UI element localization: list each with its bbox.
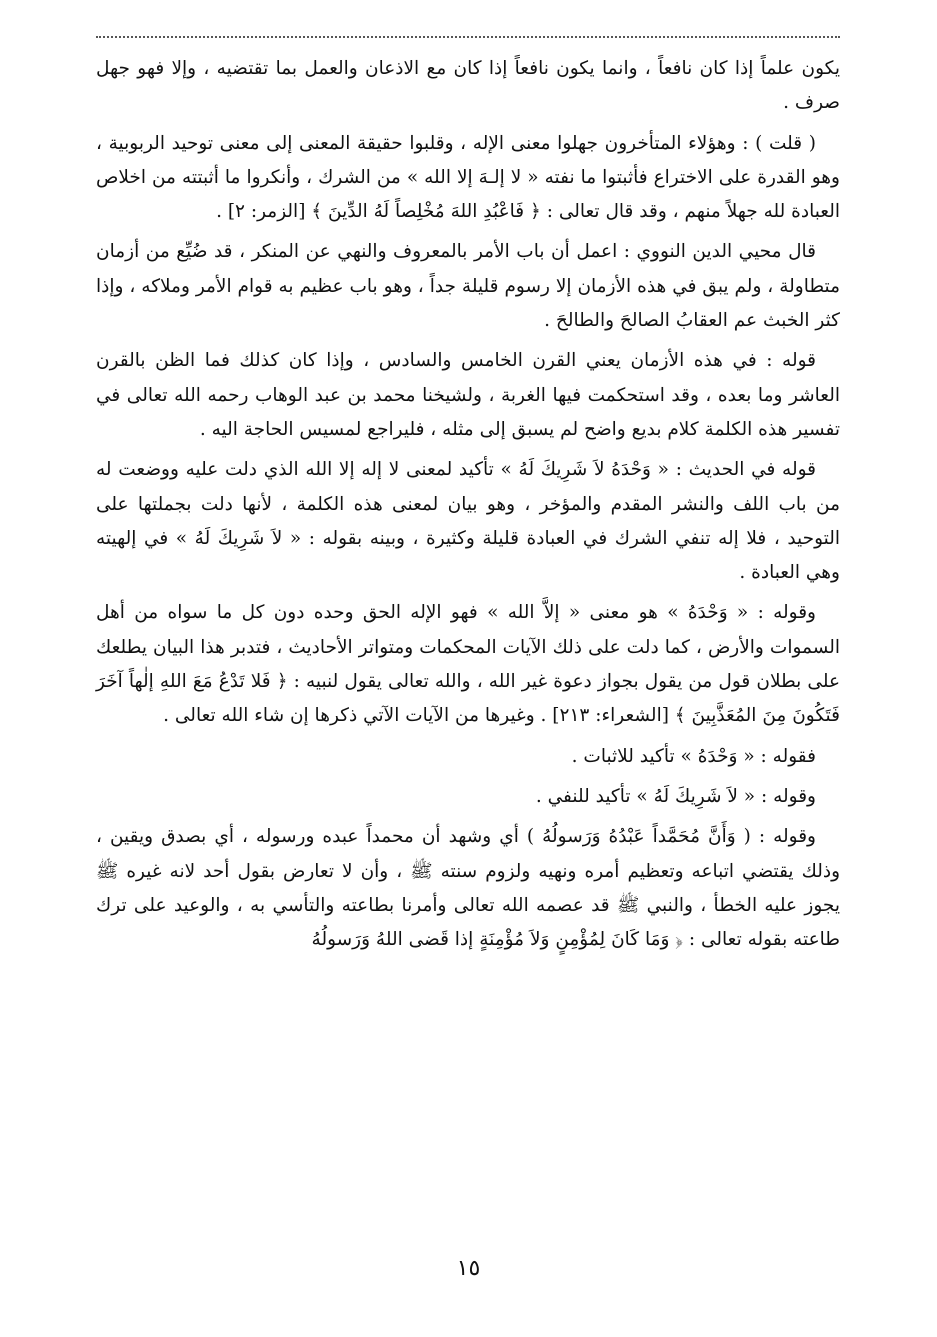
- paragraph-3: قال محيي الدين النووي : اعمل أن باب الأمر بالمعروف والنهي عن المنكر ، قد ضُيِّع من أزمان متطاولة ، ولم يبق في هذه الأزمان إلا رسوم قليلة جداً ، وهو باب عظيم به قوام الأمر وملاكه ، وإذا كثر الخبث عم العقابُ الصالحَ والطالحَ .: [96, 241, 840, 332]
- paragraph-8: وقوله : « لاَ شَرِيكَ لَهُ » تأكيد للنفي .: [535, 785, 816, 807]
- paragraph-1: يكون علماً إذا كان نافعاً ، وانما يكون نافعاً إذا كان مع الاذعان والعمل بما تقتضيه ، وإلا فهو جهل صرف .: [96, 58, 840, 114]
- paragraph-7: فقوله : « وَحْدَهُ » تأكيد للاثبات .: [571, 745, 816, 767]
- paragraph-5: قوله في الحديث : « وَحْدَهُ لاَ شَرِيكَ لَهُ » تأكيد لمعنى لا إله إلا الله الذي دلت عليه ووضعت له من باب اللف والنشر المقدم والمؤخر ، وهو بيان لمعنى هذه الكلمة ، لأنها دلت بجملتها على التوحيد ، فلا إله تنفي الشرك في العبادة قليلة وكثيرة ، وبينه بقوله : « لاَ شَرِيكَ لَهُ » في إلهيته وهي العبادة .: [96, 459, 840, 584]
- page-number: ١٥: [456, 1256, 481, 1281]
- paragraph-2: ( قلت ) : وهؤلاء المتأخرون جهلوا معنى الإله ، وقلبوا حقيقة المعنى إلى معنى توحيد الربوبية ، وهو القدرة على الاختراع فأثبتوا ما نفته « لا إلـهَ إلا الله » من الشرك ، وأنكروا ما أثبتته من اخلاص العبادة لله جهلاً منهم ، وقد قال تعالى : ﴿ فَاعْبُدِ اللهَ مُخْلِصاً لَهُ الدِّينَ ﴾ [الزمر: ٢] .: [96, 132, 840, 223]
- paragraph-4: قوله : في هذه الأزمان يعني القرن الخامس والسادس ، وإذا كان كذلك فما الظن بالقرن العاشر وما بعده ، وقد استحكمت فيها الغربة ، ولشيخنا محمد بن عبد الوهاب رحمه الله تعالى في تفسير هذه الكلمة كلام بديع واضح لم يسبق إلى مثله ، فليراجع لمسيس الحاجة اليه .: [96, 350, 840, 440]
- page-body: [96, 52, 840, 963]
- paragraph-9: وقوله : ( وَأَنَّ مُحَمَّداً عَبْدُهُ وَرَسولُهُ ) أي وشهد أن محمداً عبده ورسوله ، أي بصدق ويقين ، وذلك يقتضي اتباعه وتعظيم أمره ونهيه ولزوم سنته ﷺ ، وأن لا تعارض بقول أحد لانه غيره ﷺ يجوز عليه الخطأ ، والنبي ﷺ قد عصمه الله تعالى وأمرنا بطاعته والتأسي به ، والوعيد على ترك طاعته بقوله تعالى : ﴿ وَمَا كَانَ لِمُؤْمِنٍ وَلاَ مُؤْمِنَةٍ إذا قَضى اللهُ وَرَسولُهُ: [96, 826, 840, 951]
- top-dotted-rule: [96, 36, 840, 38]
- paragraph-6: وقوله : « وَحْدَهُ » هو معنى « إلاَّ الله » فهو الإله الحق وحده دون كل ما سواه من أهل السموات والأرض ، كما دلت على ذلك الآيات المحكمات ومتواتر الأحاديث ، فتدبر هذا البيان يطلعك على بطلان قول من يقول بجواز دعوة غير الله ، والله تعالى يقول لنبيه : ﴿ فَلا تَدْعُ مَعَ اللهِ إلٰهاً آخَرَ فَتَكُونَ مِنَ المُعَذَّبِينَ ﴾ [الشعراء: ٢١٣] . وغيرها من الآيات الآتي ذكرها إن شاء الله تعالى .: [96, 602, 840, 727]
